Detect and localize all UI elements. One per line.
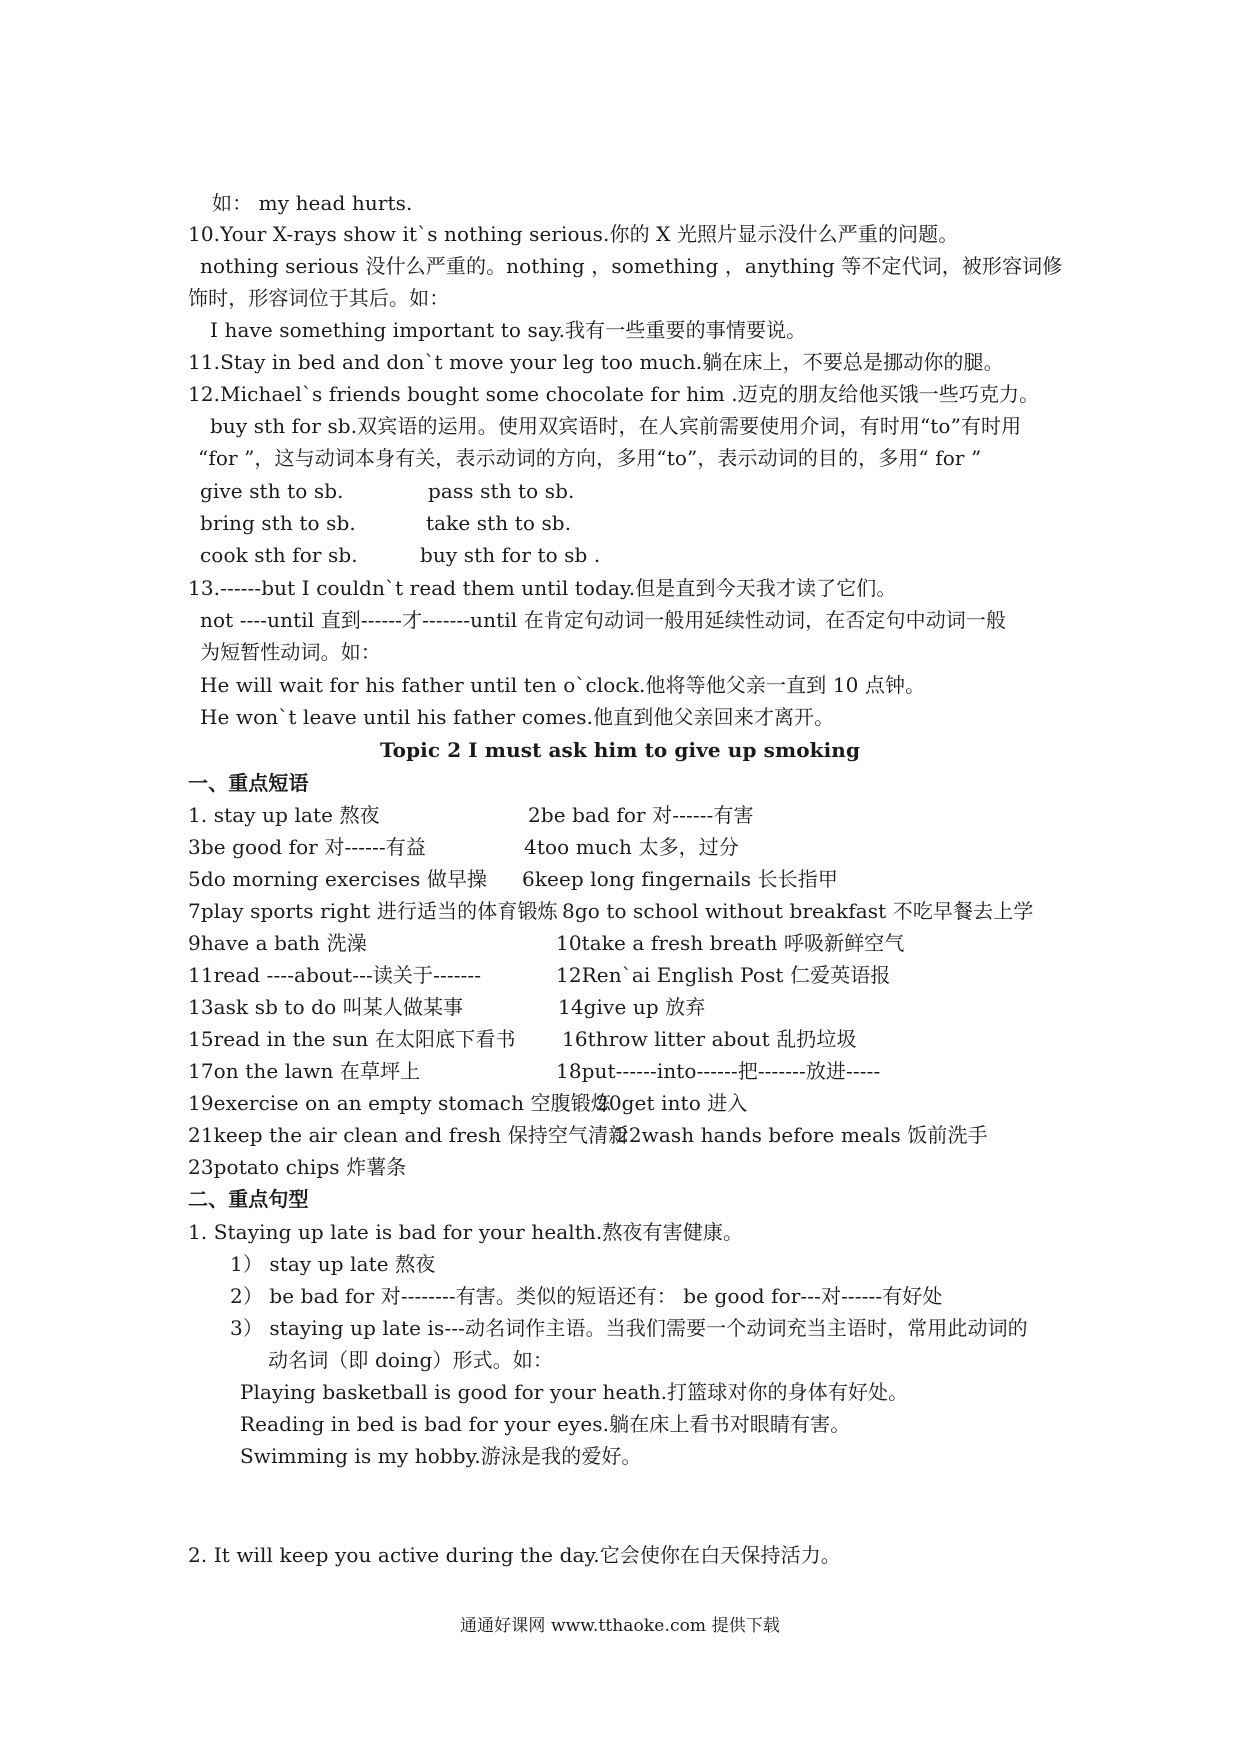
example-line: Reading in bed is bad for your eyes.躺在床上看书对眼睛有害。 xyxy=(240,1412,851,1436)
phrase-left: give sth to sb. xyxy=(200,479,344,503)
phrase-left: 7play sports right 进行适当的体育锻炼 xyxy=(188,899,558,923)
text-line: I have something important to say.我有一些重要的事情要说。 xyxy=(210,318,807,342)
phrase-left: 19exercise on an empty stomach 空腹锻炼 xyxy=(188,1091,611,1115)
text-line: 11.Stay in bed and don`t move your leg too much.躺在床上，不要总是挪动你的腿。 xyxy=(188,350,1004,374)
example-line: Swimming is my hobby.游泳是我的爱好。 xyxy=(240,1444,642,1468)
section-title: 二、重点句型 xyxy=(188,1187,309,1211)
text-line: He won`t leave until his father comes.他直到他父亲回来才离开。 xyxy=(200,705,835,729)
text-line: 如： my head hurts. xyxy=(212,191,413,215)
phrase-right: take sth to sb. xyxy=(426,511,572,535)
phrase-left: 11read ----about---读关于------- xyxy=(188,963,482,987)
phrase-left: 17on the lawn 在草坪上 xyxy=(188,1059,421,1083)
phrase-left: 15read in the sun 在太阳底下看书 xyxy=(188,1027,516,1051)
phrase-left: 3be good for 对------有益 xyxy=(188,835,426,859)
phrase-right: 6keep long fingernails 长长指甲 xyxy=(522,867,838,891)
example-line: Playing basketball is good for your heath.打篮球对你的身体有好处。 xyxy=(240,1380,909,1404)
phrase-right: 4too much 太多，过分 xyxy=(524,835,739,859)
phrase-right: 16throw litter about 乱扔垃圾 xyxy=(562,1027,857,1051)
phrase-left: 21keep the air clean and fresh 保持空气清新 xyxy=(188,1123,629,1147)
phrase-right: 14give up 放弃 xyxy=(558,995,706,1019)
topic-title: Topic 2 I must ask him to give up smoking xyxy=(379,738,861,762)
phrase-right: 12Ren`ai English Post 仁爱英语报 xyxy=(556,963,891,987)
phrase-left: cook sth for sb. xyxy=(200,543,358,567)
phrase-left: bring sth to sb. xyxy=(200,511,356,535)
phrase-right: buy sth for to sb . xyxy=(420,543,601,567)
phrase-right: 18put------into------把-------放进----- xyxy=(556,1059,881,1083)
phrase-right: 2be bad for 对------有害 xyxy=(528,803,754,827)
phrase-left: 13ask sb to do 叫某人做某事 xyxy=(188,995,464,1019)
page-footer: 通通好课网 www.tthaoke.com 提供下载 xyxy=(459,1616,781,1636)
text-line: 13.------but I couldn`t read them until today.但是直到今天我才读了它们。 xyxy=(188,576,897,600)
text-line: 为短暂性动词。如： xyxy=(200,640,381,664)
sentence-item: 动名词（即 doing）形式。如： xyxy=(268,1348,553,1372)
phrase-right: 22wash hands before meals 饭前洗手 xyxy=(616,1123,988,1147)
text-line: 12.Michael`s friends bought some chocolate for him .迈克的朋友给他买饿一些巧克力。 xyxy=(188,382,1040,406)
text-line: buy sth for sb.双宾语的运用。使用双宾语时，在人宾前需要使用介词，有时用“to”有时用 xyxy=(210,414,1022,438)
text-line: not ----until 直到------才-------until 在肯定句动词一般用延续性动词，在否定句中动词一般 xyxy=(200,608,1007,632)
phrase-right: 20get into 进入 xyxy=(596,1091,748,1115)
sentence-line: 1. Staying up late is bad for your health.熬夜有害健康。 xyxy=(188,1220,744,1244)
sentence-line: 2. It will keep you active during the day.它会使你在白天保持活力。 xyxy=(188,1543,841,1567)
phrase-left: 23potato chips 炸薯条 xyxy=(188,1155,407,1179)
sentence-item: 1） stay up late 熬夜 xyxy=(230,1252,436,1276)
text-line: He will wait for his father until ten o`clock.他将等他父亲一直到 10 点钟。 xyxy=(200,673,926,697)
phrase-right: 10take a fresh breath 呼吸新鲜空气 xyxy=(556,931,905,955)
text-line: 10.Your X-rays show it`s nothing serious.你的 X 光照片显示没什么严重的问题。 xyxy=(188,222,959,246)
text-line: 饰时，形容词位于其后。如： xyxy=(188,286,450,310)
phrase-left: 9have a bath 洗澡 xyxy=(188,931,367,955)
phrase-right: pass sth to sb. xyxy=(428,479,575,503)
sentence-item: 3） staying up late is---动名词作主语。当我们需要一个动词充当主语时，常用此动词的 xyxy=(230,1316,1028,1340)
phrase-left: 5do morning exercises 做早操 xyxy=(188,867,488,891)
text-line: nothing serious 没什么严重的。nothing ，something ，anything 等不定代词，被形容词修 xyxy=(200,254,1063,278)
sentence-item: 2） be bad for 对--------有害。类似的短语还有： be good for---对------有好处 xyxy=(230,1284,943,1308)
section-title: 一、重点短语 xyxy=(188,771,309,795)
text-line: “for ”，这与动词本身有关，表示动词的方向，多用“to”，表示动词的目的，多用“ for ” xyxy=(198,446,982,470)
phrase-left: 1. stay up late 熬夜 xyxy=(188,803,380,827)
phrase-right: 8go to school without breakfast 不吃早餐去上学 xyxy=(562,899,1034,923)
